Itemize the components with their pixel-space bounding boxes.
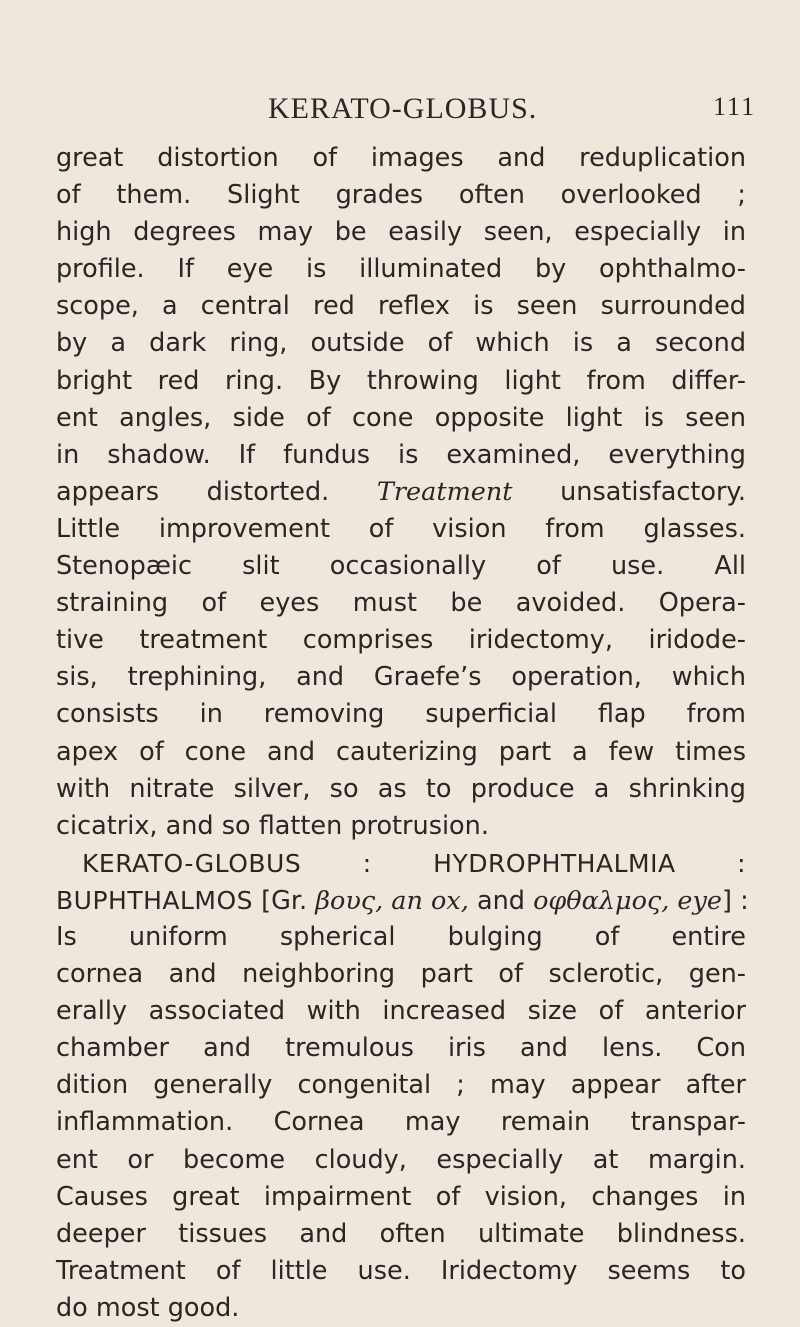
- text-line: ent angles, side of cone opposite light is seen: [56, 402, 746, 433]
- greek-term: οφθαλμος, eye: [533, 885, 723, 916]
- text-line: chamber and tremulous iris and lens. Con: [56, 1033, 746, 1064]
- text-line: consists in removing superficial flap from: [56, 699, 746, 730]
- text-line: do most good.: [56, 1292, 240, 1323]
- text-line: deeper tissues and often ultimate blindness.: [56, 1218, 746, 1249]
- text-run: [Gr.: [253, 885, 316, 916]
- text-line: straining of eyes must be avoided. Opera-: [56, 588, 746, 619]
- entry-heading: BUPHTHALMOS: [56, 885, 254, 915]
- text-line: tive treatment comprises iridectomy, iridode-: [56, 625, 746, 656]
- text-line: sis, trephining, and Graefe’s operation, which: [56, 662, 746, 693]
- text-line: erally associated with increased size of anterior: [56, 996, 746, 1027]
- text-line: ent or become cloudy, especially at margin.: [56, 1144, 746, 1175]
- text-line: bright red ring. By throwing light from differ-: [56, 365, 746, 396]
- entry-heading-line: [56, 845, 746, 882]
- text-line: Treatment of little use. Iridectomy seems to: [56, 1255, 746, 1286]
- text-line: in shadow. If fundus is examined, everything: [56, 439, 746, 470]
- text-line: scope, a central red reflex is seen surrounded: [56, 291, 746, 322]
- running-head: KERATO-GLOBUS.: [268, 92, 538, 125]
- text-run: appears distorted.: [56, 476, 377, 507]
- text-line: apex of cone and cauterizing part a few times: [56, 736, 746, 767]
- body-text: [56, 140, 749, 1327]
- text-line: profile. If eye is illuminated by ophthalmo-: [56, 254, 746, 285]
- text-run: and: [468, 885, 534, 916]
- text-line: Is uniform spherical bulging of entire: [56, 921, 746, 952]
- text-line: with nitrate silver, so as to produce a shrinking: [56, 773, 746, 804]
- text-run: unsatisfactory.: [512, 476, 746, 507]
- text-run: ] :: [722, 885, 749, 916]
- text-line: [56, 474, 746, 511]
- entry-etymology-line: [56, 882, 749, 919]
- text-line: great distortion of images and reduplication: [56, 143, 746, 173]
- entry-heading: KERATO-GLOBUS : HYDROPHTHALMIA :: [82, 848, 746, 878]
- text-line: of them. Slight grades often overlooked ;: [56, 180, 746, 211]
- text-line: Causes great impairment of vision, changes in: [56, 1181, 746, 1212]
- text-line: by a dark ring, outside of which is a second: [56, 328, 746, 359]
- page-header: [0, 92, 800, 128]
- text-line: cicatrix, and so flatten protrusion.: [56, 810, 489, 841]
- text-line: Stenopæic slit occasionally of use. All: [56, 551, 746, 582]
- page-number: 111: [713, 92, 757, 121]
- text-line: dition generally congenital ; may appear after: [56, 1070, 746, 1101]
- text-line: inflammation. Cornea may remain transpar-: [56, 1107, 746, 1138]
- text-line: cornea and neighboring part of sclerotic, gen-: [56, 959, 746, 990]
- text-line: Little improvement of vision from glasses.: [56, 513, 746, 544]
- text-line: high degrees may be easily seen, especially in: [56, 217, 746, 248]
- greek-term: βους, an ox,: [315, 885, 469, 916]
- treatment-heading: Treatment: [376, 476, 513, 507]
